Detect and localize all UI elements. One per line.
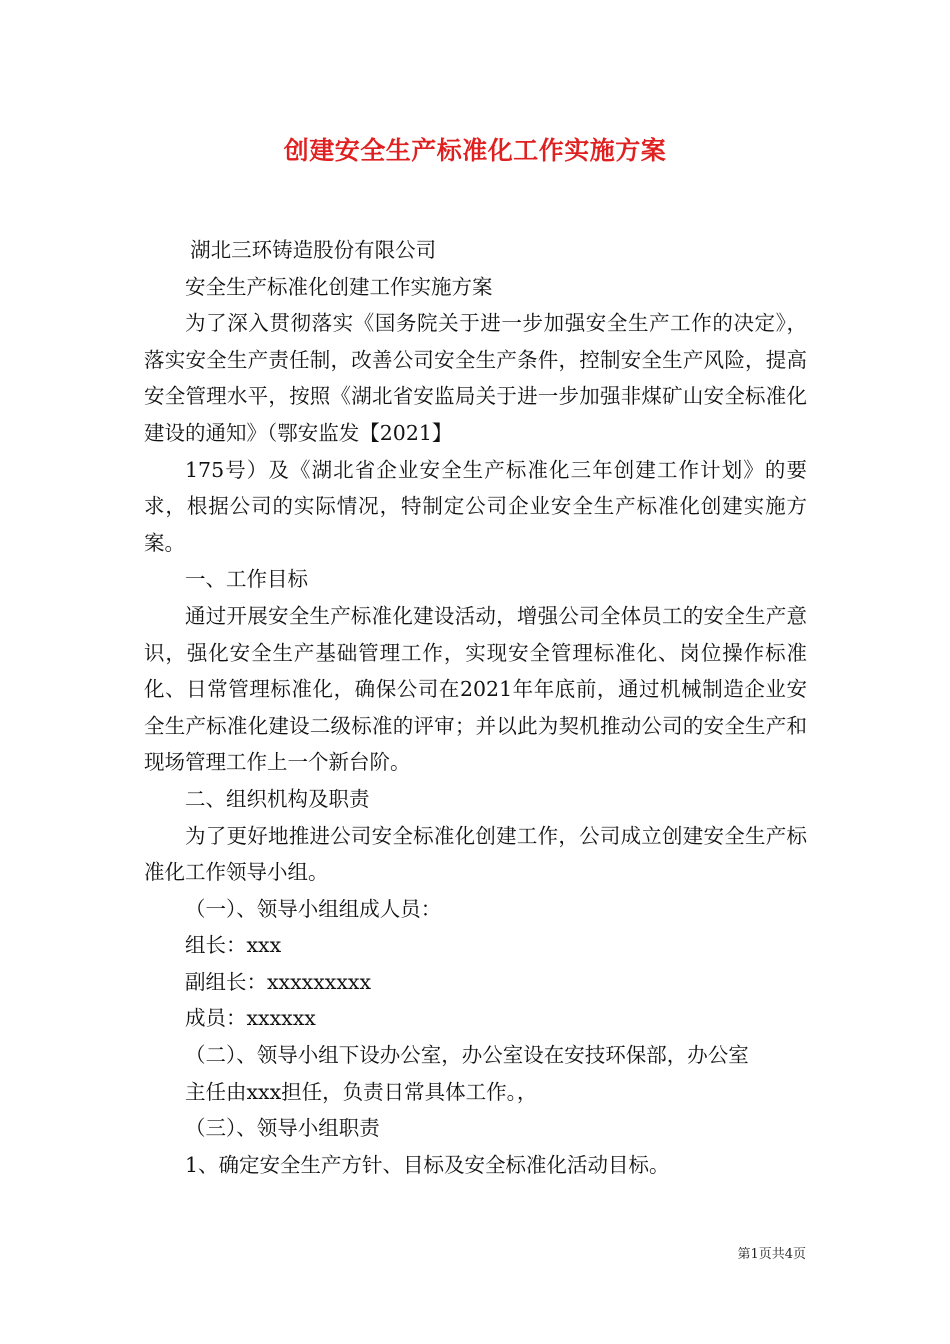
office-director-line: 主任由xxx担任，负责日常具体工作。，	[185, 1079, 538, 1104]
goals-paragraph: 通过开展安全生产标准化建设活动，增强公司全体员工的安全生产意识，强化安全生产基础管理工作，实现安全管理标准化、岗位操作标准化、日常管理标准化，确保公司在2021年年底前，通过机械制造企业安全生产标准化建设二级标准的评审；并以此为契机推动公司的安全生产和现场管理工作上一个新台阶。	[144, 603, 807, 775]
subsection-duties: （三）、领导小组职责	[185, 1116, 380, 1141]
document-title: 创建安全生产标准化工作实施方案	[283, 136, 667, 165]
subsection-members: （一）、领导小组组成人员：	[185, 896, 442, 921]
document-body	[144, 232, 807, 1183]
members-line: 成员：xxxxxx	[185, 1006, 316, 1031]
section-heading-organization: 二、组织机构及职责	[185, 786, 370, 811]
intro-continuation-paragraph: 175号）及《湖北省企业安全生产标准化三年创建工作计划》的要求，根据公司的实际情况，特制定公司企业安全生产标准化创建实施方案。	[144, 457, 807, 555]
deputy-leader-line: 副组长：xxxxxxxxx	[185, 969, 372, 994]
organization-paragraph: 为了更好地推进公司安全标准化创建工作，公司成立创建安全生产标准化工作领导小组。	[144, 823, 807, 885]
office-paragraph: （二）、领导小组下设办公室，办公室设在安技环保部，办公室	[185, 1043, 749, 1068]
section-heading-goals: 一、工作目标	[185, 567, 308, 592]
leader-line: 组长：xxx	[185, 933, 282, 958]
plan-subtitle-paragraph: 安全生产标准化创建工作实施方案	[185, 274, 493, 299]
intro-paragraph: 为了深入贯彻落实《国务院关于进一步加强安全生产工作的决定》，落实安全生产责任制，改善公司安全生产条件，控制安全生产风险，提高安全管理水平，按照《湖北省安监局关于进一步加强非煤矿山安全标准化建设的通知》（鄂安监发【2021】	[144, 311, 807, 445]
duty-item-1: 1、确定安全生产方针、目标及安全标准化活动目标。	[185, 1152, 670, 1177]
page-number: 第1页共4页	[737, 1247, 806, 1262]
company-name-paragraph: 湖北三环铸造股份有限公司	[190, 238, 437, 262]
